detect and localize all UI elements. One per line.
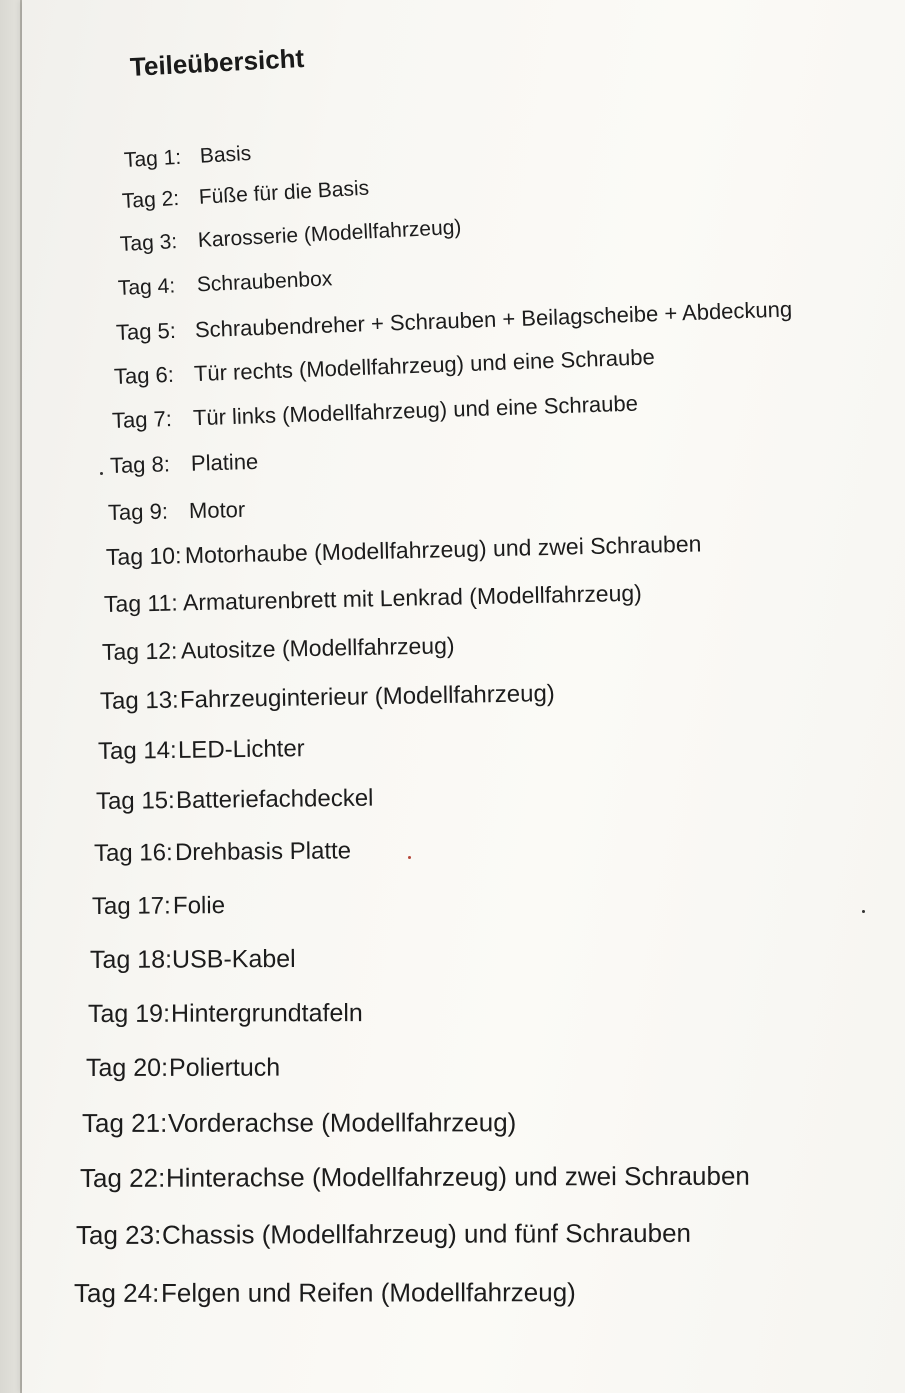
- day-label: Tag 10:: [105, 542, 182, 571]
- part-label: Batteriefachdeckel: [175, 784, 374, 814]
- paper-speck: [862, 910, 865, 913]
- list-item: [76, 1218, 691, 1251]
- day-label: Tag 14:: [97, 736, 177, 765]
- part-label: Schraubenbox: [196, 267, 333, 297]
- list-item: [110, 449, 259, 479]
- day-label: Tag 7:: [111, 405, 173, 433]
- part-label: Poliertuch: [168, 1053, 281, 1082]
- book-spine-edge: [0, 0, 22, 1393]
- part-label: Platine: [190, 448, 259, 476]
- part-label: Vorderachse (Modellfahrzeug): [167, 1107, 517, 1139]
- part-label: Folie: [172, 891, 226, 920]
- part-label: Tür rechts (Modellfahrzeug) und eine Schraube: [193, 343, 656, 386]
- page-title: Teileübersicht: [129, 42, 305, 82]
- part-label: Chassis (Modellfahrzeug) und fünf Schrauben: [161, 1218, 692, 1251]
- day-label: Tag 11:: [103, 589, 178, 618]
- day-label: Tag 16:: [93, 838, 173, 867]
- list-item: [108, 497, 246, 526]
- day-label: Tag 3:: [119, 230, 178, 257]
- day-label: Tag 18:: [89, 945, 173, 974]
- part-label: Motorhaube (Modellfahrzeug) und zwei Schrauben: [184, 530, 702, 569]
- part-label: Basis: [199, 142, 252, 169]
- day-label: Tag 5:: [115, 317, 177, 345]
- part-label: Felgen und Reifen (Modellfahrzeug): [160, 1277, 576, 1309]
- day-label: Tag 12:: [101, 637, 178, 666]
- day-label: Tag 24:: [73, 1278, 160, 1309]
- day-label: Tag 6:: [113, 361, 175, 389]
- list-item: [90, 945, 296, 975]
- list-item: [74, 1278, 576, 1310]
- part-label: Fahrzeuginterieur (Modellfahrzeug): [179, 679, 556, 714]
- day-label: Tag 21:: [81, 1108, 168, 1139]
- day-label: Tag 2:: [121, 187, 180, 214]
- part-label: Motor: [188, 496, 246, 523]
- list-item: [96, 784, 374, 815]
- paper-speck: [408, 856, 411, 859]
- day-label: Tag 23:: [75, 1220, 162, 1251]
- part-label: Tür links (Modellfahrzeug) und eine Schraube: [192, 390, 639, 431]
- day-label: Tag 22:: [79, 1163, 166, 1194]
- part-label: Armaturenbrett mit Lenkrad (Modellfahrzeug): [182, 579, 643, 616]
- list-item: [82, 1108, 516, 1140]
- day-label: Tag 8:: [109, 451, 171, 478]
- part-label: Hintergrundtafeln: [170, 999, 363, 1028]
- list-item: [88, 999, 363, 1029]
- list-item: [80, 1161, 750, 1194]
- day-label: Tag 15:: [95, 786, 175, 815]
- day-label: Tag 4:: [117, 274, 176, 301]
- day-label: Tag 1:: [123, 146, 182, 173]
- part-label: Füße für die Basis: [198, 177, 370, 210]
- list-item: [86, 1054, 280, 1083]
- part-label: Hinterachse (Modellfahrzeug) und zwei Schrauben: [165, 1161, 750, 1194]
- paper-speck: [100, 472, 103, 475]
- day-label: Tag 9:: [107, 498, 169, 525]
- part-label: Drehbasis Platte: [174, 836, 352, 866]
- day-label: Tag 17:: [91, 892, 171, 920]
- part-label: Autositze (Modellfahrzeug): [180, 632, 455, 664]
- list-item: [98, 735, 305, 766]
- part-label: Karosserie (Modellfahrzeug): [197, 216, 462, 253]
- list-item: [94, 837, 351, 868]
- part-label: LED-Lichter: [177, 734, 305, 764]
- list-item: [92, 892, 225, 921]
- day-label: Tag 19:: [87, 999, 171, 1028]
- part-label: Schraubendreher + Schrauben + Beilagscheibe + Abdeckung: [194, 296, 793, 343]
- part-label: USB-Kabel: [171, 944, 296, 974]
- day-label: Tag 13:: [99, 686, 179, 715]
- day-label: Tag 20:: [85, 1053, 169, 1082]
